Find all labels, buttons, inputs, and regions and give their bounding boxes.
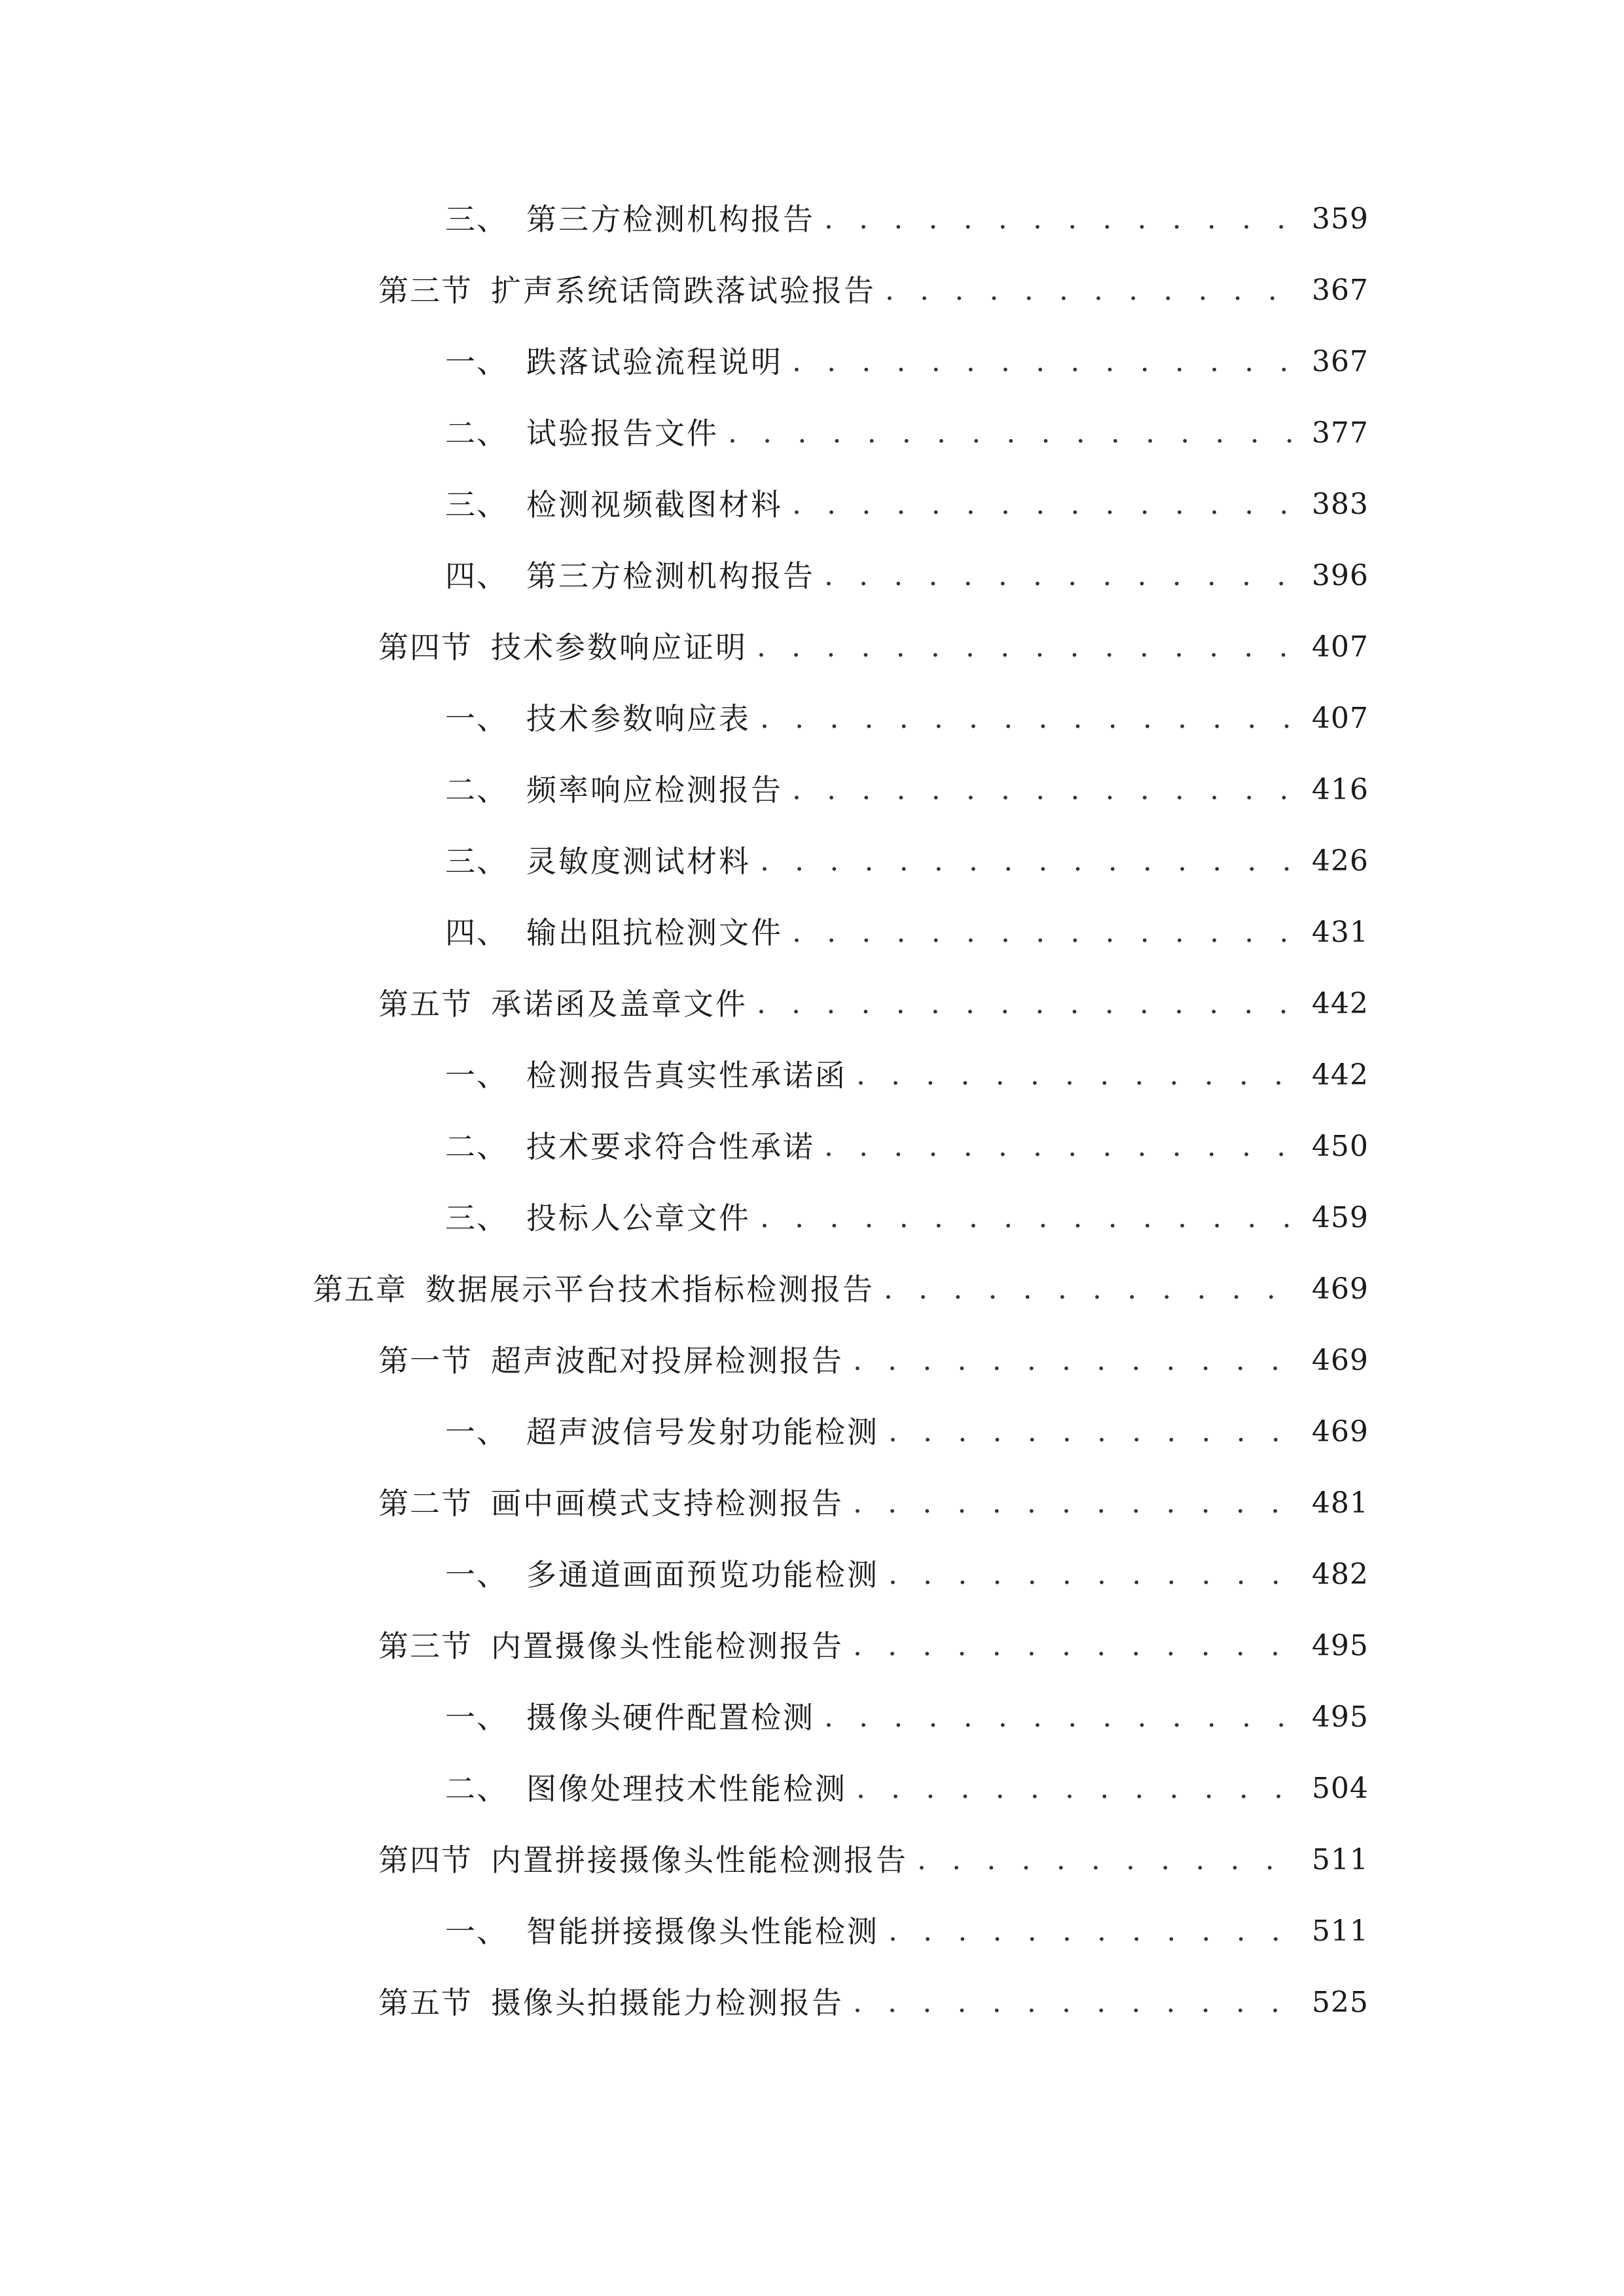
dot-leader	[760, 1192, 1303, 1244]
toc-entry[interactable]	[445, 478, 1369, 531]
toc-entry[interactable]	[445, 550, 1369, 602]
toc-entry-page: 469	[1312, 1272, 1369, 1306]
toc-entry-title: 扩声系统话筒跌落试验报告	[491, 273, 876, 308]
toc-entry-page: 359	[1312, 202, 1369, 236]
dot-leader	[824, 1121, 1303, 1173]
toc-entry-page: 511	[1312, 1914, 1369, 1948]
toc-entry-title: 承诺函及盖章文件	[491, 986, 748, 1022]
toc-entry-title: 技术参数响应表	[526, 701, 751, 736]
toc-entry-number: 四、	[445, 915, 508, 950]
toc-entry-title: 超声波信号发射功能检测	[526, 1414, 879, 1450]
dot-leader	[888, 1905, 1303, 1958]
toc-entry-number: 一、	[445, 701, 508, 736]
toc-entry-page: 495	[1312, 1629, 1369, 1662]
toc-entry-title: 内置拼接摄像头性能检测报告	[491, 1842, 908, 1878]
toc-entry[interactable]	[313, 1263, 1369, 1316]
toc-entry[interactable]	[378, 1477, 1369, 1530]
toc-entry-title: 多通道画面预览功能检测	[526, 1557, 879, 1592]
toc-entry[interactable]	[445, 193, 1369, 245]
toc-entry-number: 二、	[445, 416, 508, 451]
toc-entry[interactable]	[378, 1834, 1369, 1886]
toc-entry-page: 377	[1312, 416, 1369, 450]
dot-leader	[853, 1977, 1303, 2029]
toc-entry-page: 407	[1312, 702, 1369, 735]
toc-entry-title: 第三方检测机构报告	[526, 558, 815, 594]
toc-entry[interactable]	[378, 978, 1369, 1030]
toc-entry-number: 第三节	[378, 273, 473, 308]
dot-leader	[856, 1763, 1303, 1815]
toc-entry-number: 第四节	[378, 1842, 473, 1878]
toc-entry-title: 频率响应检测报告	[526, 772, 783, 808]
dot-leader	[792, 478, 1303, 531]
dot-leader	[824, 1691, 1303, 1744]
toc-entry[interactable]	[445, 336, 1369, 388]
toc-entry-number: 第五章	[313, 1272, 407, 1307]
toc-entry-title: 投标人公章文件	[526, 1200, 751, 1236]
dot-leader	[760, 835, 1303, 888]
toc-entry-title: 第三方检测机构报告	[526, 202, 815, 237]
toc-entry[interactable]	[445, 906, 1369, 959]
toc-entry-page: 367	[1312, 274, 1369, 307]
toc-entry-number: 第一节	[378, 1343, 473, 1378]
toc-entry-number: 第五节	[378, 1985, 473, 2020]
toc-entry-title: 超声波配对投屏检测报告	[491, 1343, 844, 1378]
toc-entry-page: 469	[1312, 1344, 1369, 1377]
toc-entry-page: 511	[1312, 1843, 1369, 1876]
toc-entry[interactable]	[378, 1977, 1369, 2029]
dot-leader	[853, 1620, 1303, 1672]
toc-entry-number: 第四节	[378, 630, 473, 665]
toc-entry-number: 二、	[445, 1129, 508, 1164]
toc-entry-number: 二、	[445, 1771, 508, 1806]
dot-leader	[757, 978, 1303, 1030]
toc-entry-page: 481	[1312, 1486, 1369, 1520]
toc-entry-page: 459	[1312, 1201, 1369, 1234]
toc-entry-page: 450	[1312, 1130, 1369, 1163]
dot-leader	[856, 1049, 1303, 1102]
dot-leader	[760, 692, 1303, 745]
toc-entry[interactable]	[445, 407, 1369, 459]
dot-leader	[853, 1477, 1303, 1530]
toc-entry-number: 二、	[445, 772, 508, 808]
toc-entry[interactable]	[445, 835, 1369, 888]
dot-leader	[824, 550, 1303, 602]
toc-entry-page: 426	[1312, 844, 1369, 878]
toc-entry[interactable]	[378, 1335, 1369, 1387]
toc-entry-title: 灵敏度测试材料	[526, 844, 751, 879]
toc-entry[interactable]	[378, 264, 1369, 317]
toc-entry-page: 469	[1312, 1415, 1369, 1448]
toc-entry-title: 检测报告真实性承诺函	[526, 1058, 847, 1093]
toc-entry-page: 442	[1312, 1058, 1369, 1092]
toc-entry-page: 396	[1312, 559, 1369, 592]
dot-leader	[888, 1406, 1303, 1458]
toc-entry[interactable]	[445, 1121, 1369, 1173]
dot-leader	[884, 1263, 1303, 1316]
toc-entry-title: 图像处理技术性能检测	[526, 1771, 847, 1806]
toc-entry-title: 试验报告文件	[526, 416, 719, 451]
toc-entry-page: 407	[1312, 630, 1369, 664]
dot-leader	[792, 764, 1303, 816]
toc-entry-title: 检测视频截图材料	[526, 487, 783, 522]
toc-entry-number: 一、	[445, 1414, 508, 1450]
dot-leader	[917, 1834, 1303, 1886]
toc-entry-title: 输出阻抗检测文件	[526, 915, 783, 950]
toc-entry-page: 367	[1312, 345, 1369, 378]
toc-entry-number: 第三节	[378, 1628, 473, 1664]
toc-entry-title: 内置摄像头性能检测报告	[491, 1628, 844, 1664]
toc-entry[interactable]	[445, 1691, 1369, 1744]
toc-entry[interactable]	[445, 1406, 1369, 1458]
toc-entry-page: 416	[1312, 773, 1369, 806]
dot-leader	[792, 906, 1303, 959]
toc-entry[interactable]	[445, 764, 1369, 816]
toc-entry-number: 三、	[445, 1200, 508, 1236]
toc-entry-number: 一、	[445, 344, 508, 380]
dot-leader	[728, 407, 1303, 459]
toc-entry-number: 三、	[445, 844, 508, 879]
toc-entry-number: 三、	[445, 487, 508, 522]
dot-leader	[853, 1335, 1303, 1387]
toc-entry-number: 一、	[445, 1914, 508, 1949]
toc-entry-title: 智能拼接摄像头性能检测	[526, 1914, 879, 1949]
toc-entry-title: 数据展示平台技术指标检测报告	[425, 1272, 875, 1307]
toc-entry-number: 第五节	[378, 986, 473, 1022]
toc-entry-number: 一、	[445, 1058, 508, 1093]
toc-entry[interactable]	[445, 1905, 1369, 1958]
toc-entry[interactable]	[445, 1763, 1369, 1815]
toc-entry-page: 482	[1312, 1558, 1369, 1591]
toc-entry-number: 一、	[445, 1700, 508, 1735]
toc-entry[interactable]	[378, 1620, 1369, 1672]
toc-entry-page: 431	[1312, 916, 1369, 949]
toc-entry-title: 技术参数响应证明	[491, 630, 748, 665]
toc-entry[interactable]	[378, 621, 1369, 673]
toc-entry-page: 442	[1312, 987, 1369, 1020]
toc-entry[interactable]	[445, 692, 1369, 745]
toc-entry[interactable]	[445, 1549, 1369, 1601]
toc-entry-number: 一、	[445, 1557, 508, 1592]
toc-entry-title: 技术要求符合性承诺	[526, 1129, 815, 1164]
toc-entry-title: 跌落试验流程说明	[526, 344, 783, 380]
toc-entry-page: 504	[1312, 1772, 1369, 1805]
toc-entry[interactable]	[445, 1192, 1369, 1244]
dot-leader	[792, 336, 1303, 388]
toc-entry-title: 摄像头拍摄能力检测报告	[491, 1985, 844, 2020]
toc-entry-title: 画中画模式支持检测报告	[491, 1486, 844, 1521]
toc-entry-number: 四、	[445, 558, 508, 594]
dot-leader	[757, 621, 1303, 673]
dot-leader	[885, 264, 1303, 317]
toc-entry-title: 摄像头硬件配置检测	[526, 1700, 815, 1735]
toc-entry-number: 三、	[445, 202, 508, 237]
toc-entry-number: 第二节	[378, 1486, 473, 1521]
toc-entry-page: 383	[1312, 488, 1369, 521]
toc-entry[interactable]	[445, 1049, 1369, 1102]
dot-leader	[824, 193, 1303, 245]
toc-entry-page: 495	[1312, 1700, 1369, 1734]
toc-entry-page: 525	[1312, 1986, 1369, 2019]
dot-leader	[888, 1549, 1303, 1601]
